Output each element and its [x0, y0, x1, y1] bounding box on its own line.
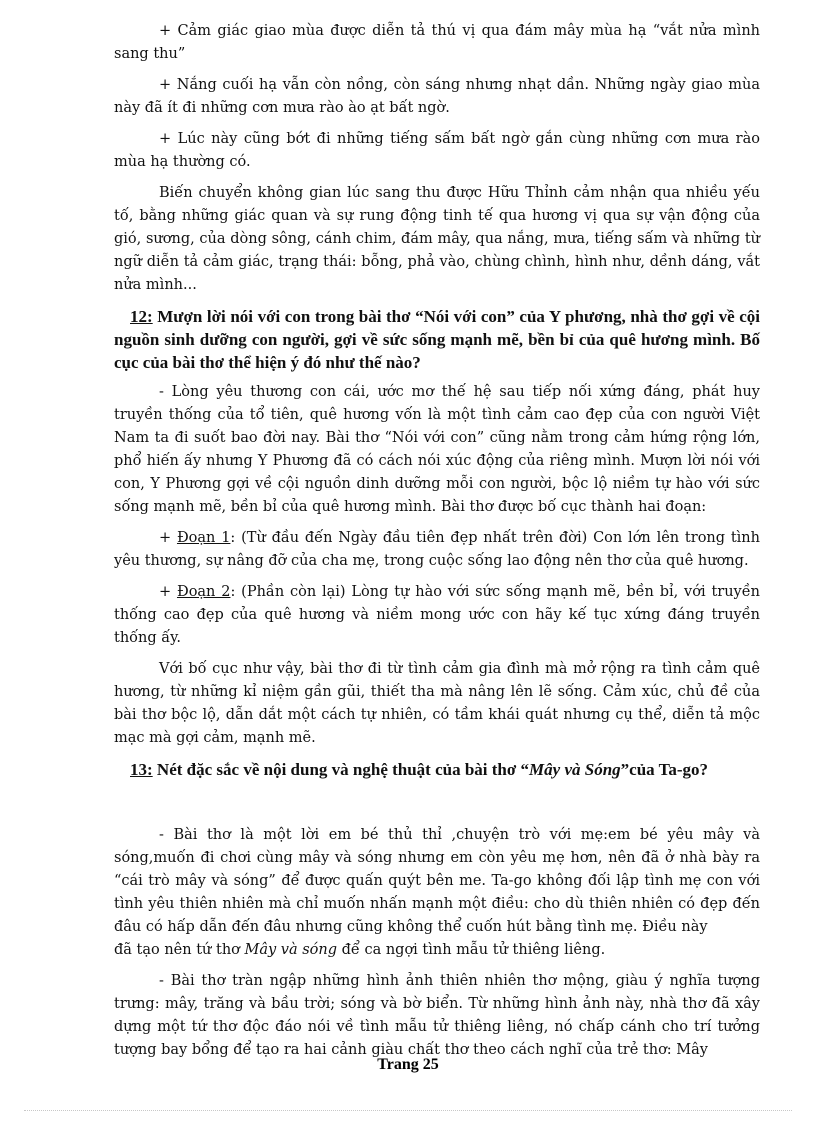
section-text: : (Phần còn lại) Lòng tự hào với sức sống mạnh mẽ, bền bỉ, với truyền thống cao đẹp của quê hương và niềm mong ước con hãy kế tục xứng đáng truyền thống ấy. [114, 584, 760, 646]
question-number: 13: [130, 760, 153, 779]
question-13-heading [114, 758, 760, 781]
poem-title: Mây và sóng [244, 942, 338, 958]
paragraph-continued [114, 939, 760, 962]
page-divider [24, 1110, 792, 1111]
question-text-end: ”của Ta-go? [620, 760, 709, 779]
paragraph: Biến chuyển không gian lúc sang thu được Hữu Thỉnh cảm nhận qua nhiều yếu tố, bằng những giác quan và sự rung động tinh tế qua hương vị qua sự vận động của gió, sương, của dòng sông, cánh chim, đám mây, qua nắng, mưa, tiếng sấm và những từ ngữ diễn tả cảm giác, trạng thái: bỗng, phả vào, chùng chình, hình như, dềnh dáng, vắt nửa mình... [114, 185, 760, 293]
paragraph: - Bài thơ là một lời em bé thủ thỉ ,chuyện trò với mẹ:em bé yêu mây và sóng,muốn đi chơi cùng mây và sóng nhưng em còn yêu mẹ hơn, nên đã ở nhà bày ra “cái trò mây và sóng” để được quấn quýt bên me. Ta-go không đối lập tình mẹ con với tình yêu thiên nhiên mà chỉ muốn nhấn mạnh một điều: cho dù thiên nhiên có đẹp đến đâu có hấp dẫn đến đâu nhưng cũng không thể cuốn hút bằng tình mẹ. Điều này [114, 827, 760, 935]
question-text: Mượn lời nói với con trong bài thơ “Nói với con” của Y phương, nhà thơ gợi về cội nguồn sinh dưỡng con người, gợi về sức sống mạnh mẽ, bền bỉ của quê hương mình. Bố cục của bài thơ thể hiện ý đó như thế nào? [114, 307, 760, 372]
document-page [114, 20, 760, 1070]
paragraph-section-2 [114, 581, 760, 650]
paragraph: - Bài thơ tràn ngập những hình ảnh thiên nhiên thơ mộng, giàu ý nghĩa tượng trưng: mây, trăng và bầu trời; sóng và bờ biển. Từ những hình ảnh này, nhà thơ đã xây dựng một tứ thơ độc đáo nói về tình mẫu tử thiêng liêng, nó chấp cánh cho trí tưởng tượng bay bổng để tạo ra hai cảnh giàu chất thơ theo cách nghĩ của trẻ thơ: Mây [114, 973, 760, 1058]
spacer [114, 788, 760, 824]
bullet-prefix: + [159, 584, 177, 600]
bullet-prefix: + [159, 530, 177, 546]
page-number: Trang 25 [377, 1056, 439, 1073]
text: đã tạo nên tứ thơ [114, 942, 245, 958]
paragraph-section-1 [114, 527, 760, 573]
paragraph: + Nắng cuối hạ vẫn còn nồng, còn sáng nhưng nhạt dần. Những ngày giao mùa này đã ít đi những cơn mưa rào ào ạt bất ngờ. [114, 77, 760, 116]
poem-title: Mây và Sóng [529, 760, 621, 779]
text: để ca ngợi tình mẫu tử thiêng liêng. [337, 942, 606, 958]
section-text: : (Từ đầu đến Ngày đầu tiên đẹp nhất trên đời) Con lớn lên trong tình yêu thương, sự nâng đỡ của cha mẹ, trong cuộc sống lao động nên thơ của quê hương. [114, 530, 760, 569]
paragraph: - Lòng yêu thương con cái, ước mơ thế hệ sau tiếp nối xứng đáng, phát huy truyền thống của tổ tiên, quê hương vốn là một tình cảm cao đẹp của con người Việt Nam ta đi suốt bao đời nay. Bài thơ “Nói với con” cũng nằm trong cảm hứng rộng lớn, phổ hiến ấy nhưng Y Phương đã có cách nói xúc động của riêng mình. Mượn lời nói với con, Y Phương gợi về cội nguồn dinh dưỡng mỗi con người, bộc lộ niềm tự hào với sức sống mạnh mẽ, bền bỉ của quê hương mình. Bài thơ được bố cục thành hai đoạn: [114, 384, 760, 515]
paragraph: + Cảm giác giao mùa được diễn tả thú vị qua đám mây mùa hạ “vắt nửa mình sang thu” [114, 23, 760, 62]
question-12-heading [114, 305, 760, 374]
question-number: 12: [130, 307, 153, 326]
paragraph: Với bố cục như vậy, bài thơ đi từ tình cảm gia đình mà mở rộng ra tình cảm quê hương, từ những kỉ niệm gần gũi, thiết tha mà nâng lên lẽ sống. Cảm xúc, chủ đề của bài thơ bộc lộ, dẫn dắt một cách tự nhiên, có tầm khái quát nhưng cụ thể, diễn tả mộc mạc mà gợi cảm, mạnh mẽ. [114, 661, 760, 746]
section-label: Đoạn 1 [176, 530, 231, 546]
section-label: Đoạn 2 [176, 584, 231, 600]
question-text: Nét đặc sắc về nội dung và nghệ thuật của bài thơ “ [152, 760, 530, 779]
paragraph: + Lúc này cũng bớt đi những tiếng sấm bất ngờ gắn cùng những cơn mưa rào mùa hạ thường có. [114, 131, 760, 170]
